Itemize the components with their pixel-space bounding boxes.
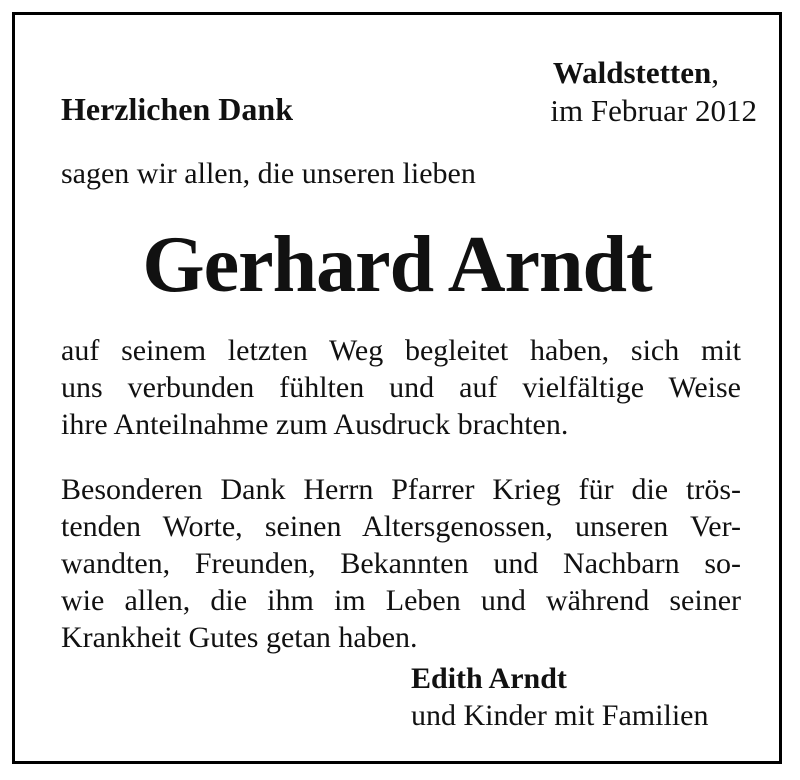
deceased-name: Gerhard Arndt bbox=[142, 221, 652, 309]
paragraph-line: Besonderen Dank Herrn Pfarrer Krieg für die trös- bbox=[61, 473, 741, 506]
place-comma: , bbox=[711, 55, 719, 90]
place-name: Waldstetten bbox=[552, 55, 712, 90]
paragraph-line: auf seinem letzten Weg begleitet haben, sich mit bbox=[61, 334, 741, 367]
signature-name: Edith Arndt bbox=[411, 662, 567, 695]
paragraph-line: wandten, Freunden, Bekannten und Nachbarn so- bbox=[61, 547, 741, 580]
thank-you-notice bbox=[12, 12, 782, 764]
signature-family: und Kinder mit Familien bbox=[411, 699, 709, 732]
intro-text: sagen wir allen, die unseren lieben bbox=[61, 157, 476, 190]
notice-date: im Februar 2012 bbox=[550, 93, 757, 128]
paragraph-line: ihre Anteilnahme zum Ausdruck brachten. bbox=[61, 408, 569, 441]
paragraph-thanks bbox=[61, 332, 741, 443]
paragraph-line: wie allen, die ihm im Leben und während seiner bbox=[61, 584, 741, 617]
paragraph-line: tenden Worte, seinen Altersgenossen, unseren Ver- bbox=[61, 510, 741, 543]
place-line bbox=[553, 57, 719, 88]
paragraph-line: Krankheit Gutes getan haben. bbox=[61, 621, 418, 654]
paragraph-line: uns verbunden fühlten und auf vielfältige Weise bbox=[61, 371, 741, 404]
paragraph-special-thanks bbox=[61, 471, 741, 656]
notice-heading: Herzlichen Dank bbox=[61, 91, 293, 127]
